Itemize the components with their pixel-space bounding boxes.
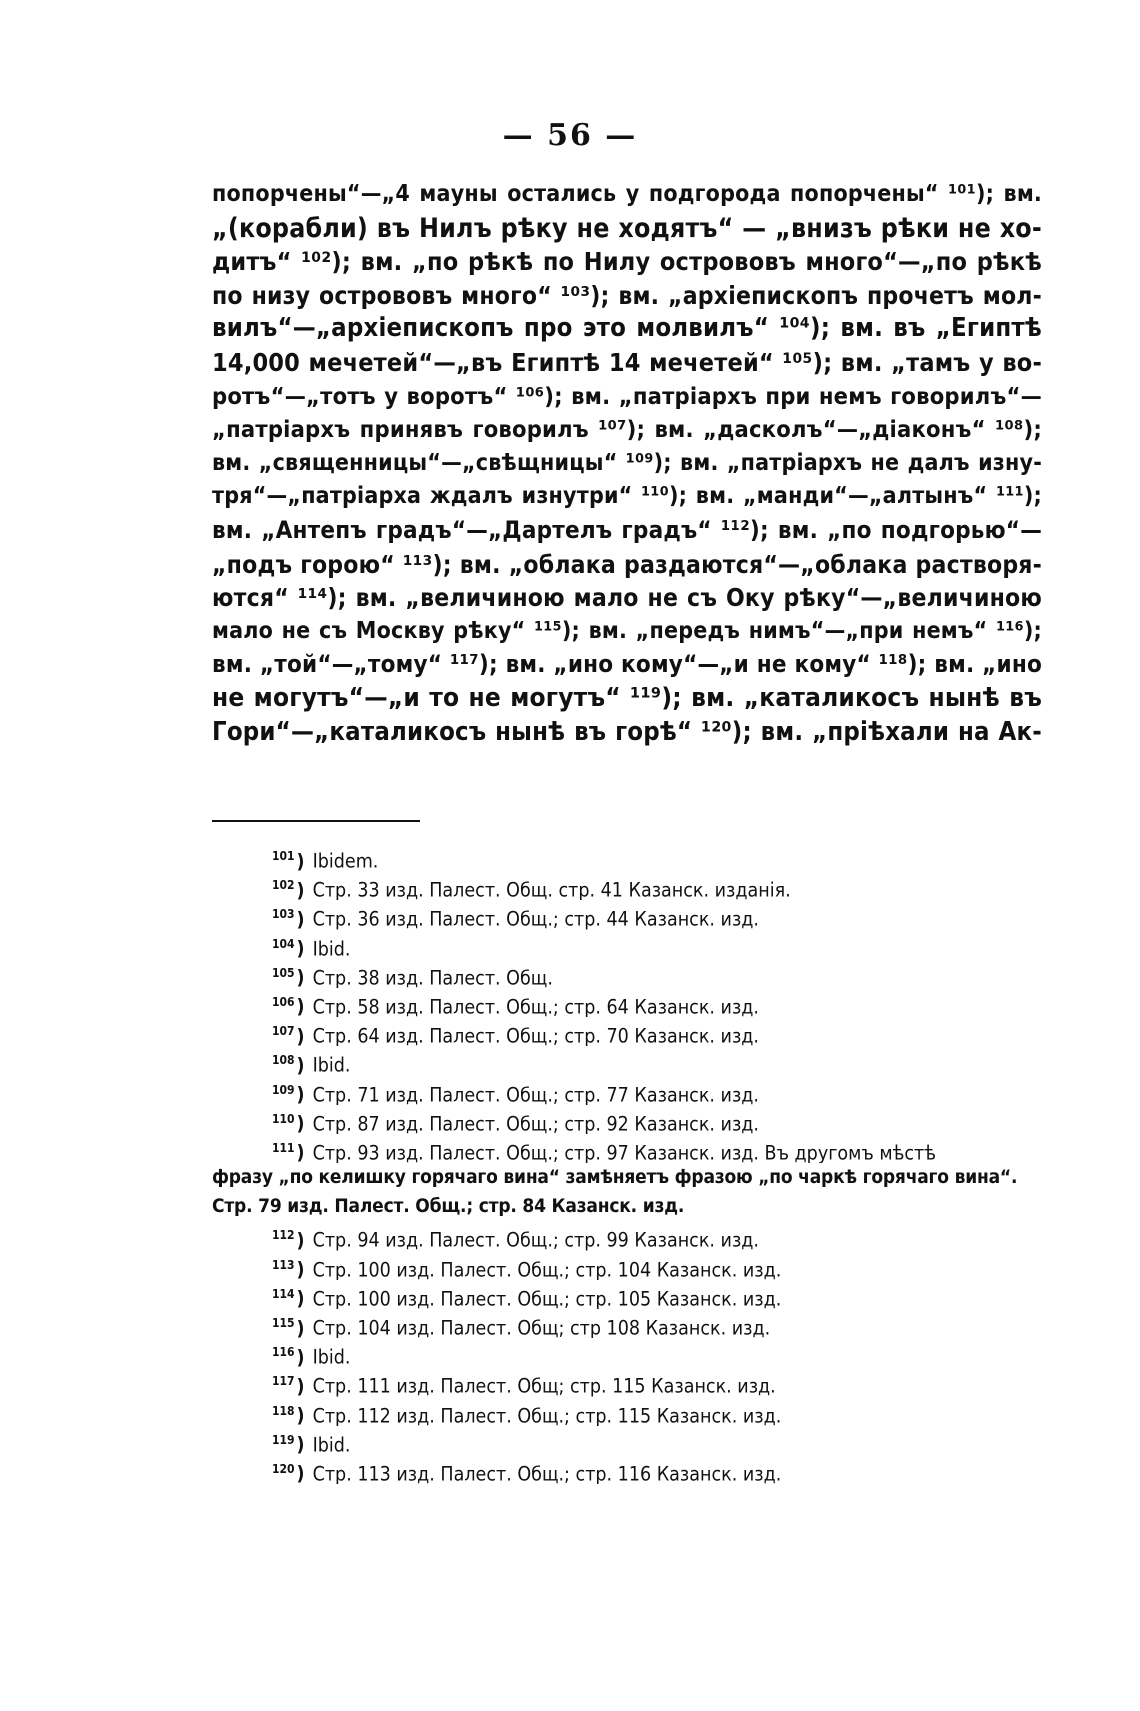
footnote-number: 113 [272,1257,295,1272]
footnote [212,1426,1042,1455]
footnote-number: 115 [272,1316,295,1330]
body-line: Гори“—„каталикосъ нынѣ въ горѣ“ ¹²⁰); вм. „пріѣхали на Ак- [212,716,1042,747]
footnote-text: Стр. 104 изд. Палест. Общ; стр 108 Казанск. изд. [312,1316,771,1339]
footnote-text: Стр. 38 изд. Палест. Общ. [312,966,553,988]
footnote-paren: ) [296,1141,305,1164]
footnote-number: 110 [272,1111,295,1126]
body-line: тря“—„патріарха ждалъ изнутри“ ¹¹⁰); вм. „манди“—„алтынъ“ ¹¹¹); [212,483,1042,510]
footnote-paren: ) [296,937,305,959]
footnote-text: Стр. 58 изд. Палест. Общ.; стр. 64 Казанск. изд. [312,995,759,1018]
footnote-paren: ) [296,1083,305,1105]
body-line: ются“ ¹¹⁴); вм. „величиною мало не съ Оку рѣку“—„величиною [212,583,1042,613]
footnote [212,1221,1042,1250]
footnote-paren: ) [296,966,305,988]
footnote-text: Ibid. [312,937,351,959]
footnote [212,1192,1042,1221]
footnote-number: 107 [272,1024,295,1039]
footnote [212,1105,1042,1134]
footnote-text: Стр. 36 изд. Палест. Общ.; стр. 44 Казанск. изд. [312,907,759,930]
footnote-paren: ) [296,1287,305,1309]
body-line: попорчены“—„4 мауны остались у подгорода попорчены“ ¹⁰¹); вм. [212,181,1042,207]
footnote [212,988,1042,1017]
footnote-number: 120 [272,1461,295,1476]
footnote [212,1017,1042,1046]
body-line: по низу острововъ много“ ¹⁰³); вм. „архіепископъ прочетъ мол- [212,280,1042,310]
footnote [212,871,1042,900]
footnote [212,1309,1042,1338]
footnote-paren: ) [296,1053,305,1076]
footnote [212,1397,1042,1426]
footnote-text: фразу „по келишку горячаго вина“ замѣняетъ фразою „по чаркѣ горячаго вина“. [212,1166,1018,1189]
footnote-text: Стр. 100 изд. Палест. Общ.; стр. 105 Казанск. изд. [312,1287,782,1309]
footnote-number: 102 [272,878,295,893]
body-line: дитъ“ ¹⁰²); вм. „по рѣкѣ по Нилу острововъ много“—„по рѣкѣ [212,247,1042,277]
footnote-number: 118 [272,1403,295,1418]
footnote-paren: ) [296,1024,305,1047]
footnote [212,1251,1042,1280]
footnote-text: Ibid. [312,1433,351,1455]
footnote-number: 119 [272,1432,295,1447]
footnote [212,1046,1042,1075]
footnote-paren: ) [296,907,305,930]
footnote [212,1338,1042,1367]
footnote-text: Ibid. [312,1053,351,1076]
footnote-text: Стр. 94 изд. Палест. Общ.; стр. 99 Казанск. изд. [312,1228,759,1251]
body-line: ротъ“—„тотъ у воротъ“ ¹⁰⁶); вм. „патріархъ при немъ говорилъ“— [212,381,1042,410]
footnote-text: Стр. 87 изд. Палест. Общ.; стр. 92 Казанск. изд. [312,1112,759,1134]
footnote-text: Стр. 100 изд. Палест. Общ.; стр. 104 Казанск. изд. [312,1258,782,1280]
footnote [212,1280,1042,1309]
body-line: „патріархъ принявъ говорилъ ¹⁰⁷); вм. „дасколъ“—„діаконъ“ ¹⁰⁸); [212,415,1042,444]
footnotes [212,842,1042,1484]
footnote-number: 101 [272,849,295,863]
page-number: — 56 — [502,118,638,153]
body-text [212,178,1042,749]
footnote-paren: ) [296,1462,305,1485]
footnote-text: Стр. 79 изд. Палест. Общ.; стр. 84 Казанск. изд. [212,1195,685,1218]
footnote-paren: ) [296,1345,305,1368]
footnote-paren: ) [296,1316,305,1339]
footnote-text: Стр. 113 изд. Палест. Общ.; стр. 116 Казанск. изд. [312,1462,782,1485]
footnote-number: 105 [272,965,295,980]
footnote-number: 106 [272,994,295,1009]
body-line: мало не съ Москву рѣку“ ¹¹⁵); вм. „передъ нимъ“—„при немъ“ ¹¹⁶); [212,617,1042,644]
footnote [212,900,1042,929]
footnote-number: 114 [272,1286,295,1301]
body-line: 14,000 мечетей“—„въ Египтѣ 14 мечетей“ ¹⁰⁵); вм. „тамъ у во- [212,347,1042,377]
footnote [212,1455,1042,1484]
footnote-number: 112 [272,1228,295,1243]
body-line: вм. „священницы“—„свѣщницы“ ¹⁰⁹); вм. „патріархъ не далъ изну- [212,449,1042,476]
footnote [212,1076,1042,1105]
footnote-paren: ) [296,1433,305,1455]
footnote-text: Ibid. [312,1345,351,1368]
footnote-divider [212,820,420,822]
footnote-number: 103 [272,907,295,922]
footnote-paren: ) [296,878,305,901]
footnote-number: 109 [272,1082,295,1097]
footnote-paren: ) [296,1112,305,1134]
footnote-paren: ) [296,1374,305,1397]
footnote-paren: ) [296,1258,305,1280]
footnote-text: Стр. 93 изд. Палест. Общ.; стр. 97 Казанск. изд. Въ другомъ мѣстѣ [312,1141,937,1164]
footnote-text: Стр. 71 изд. Палест. Общ.; стр. 77 Казанск. изд. [312,1083,759,1105]
footnote-paren: ) [296,849,305,872]
footnote-paren: ) [296,995,305,1018]
footnote-number: 117 [272,1374,295,1389]
footnote-paren: ) [296,1228,305,1251]
footnote-number: 108 [272,1053,295,1068]
body-line: „подъ горою“ ¹¹³); вм. „облака раздаются“—„облака растворя- [212,549,1042,579]
footnote [212,842,1042,871]
footnote-number: 116 [272,1345,295,1360]
body-line: вм. „Антепъ градъ“—„Дартелъ градъ“ ¹¹²); вм. „по подгорью“— [212,515,1042,544]
footnote-text: Стр. 111 изд. Палест. Общ; стр. 115 Казанск. изд. [312,1374,776,1397]
body-line: вм. „той“—„тому“ ¹¹⁷); вм. „ино кому“—„и не кому“ ¹¹⁸); вм. „ино [212,650,1042,679]
body-line: „(корабли) въ Нилъ рѣку не ходятъ“ — „внизъ рѣки не хо- [212,212,1042,244]
footnote [212,1367,1042,1396]
footnote-text: Ibidem. [312,849,379,872]
body-line: вилъ“—„архіепископъ про это молвилъ“ ¹⁰⁴); вм. въ „Египтѣ [212,313,1042,344]
footnote [212,1163,1042,1192]
footnote-text: Стр. 112 изд. Палест. Общ.; стр. 115 Казанск. изд. [312,1404,782,1426]
body-line: не могутъ“—„и то не могутъ“ ¹¹⁹); вм. „каталикосъ нынѣ въ [212,682,1042,713]
footnote-number: 104 [272,936,295,951]
footnote-number: 111 [272,1140,295,1155]
footnote [212,959,1042,988]
footnote-text: Стр. 33 изд. Палест. Общ. стр. 41 Казанск. изданія. [312,878,791,901]
footnote-paren: ) [296,1404,305,1426]
footnote-text: Стр. 64 изд. Палест. Общ.; стр. 70 Казанск. изд. [312,1024,759,1047]
footnote [212,1134,1042,1163]
footnote [212,930,1042,959]
